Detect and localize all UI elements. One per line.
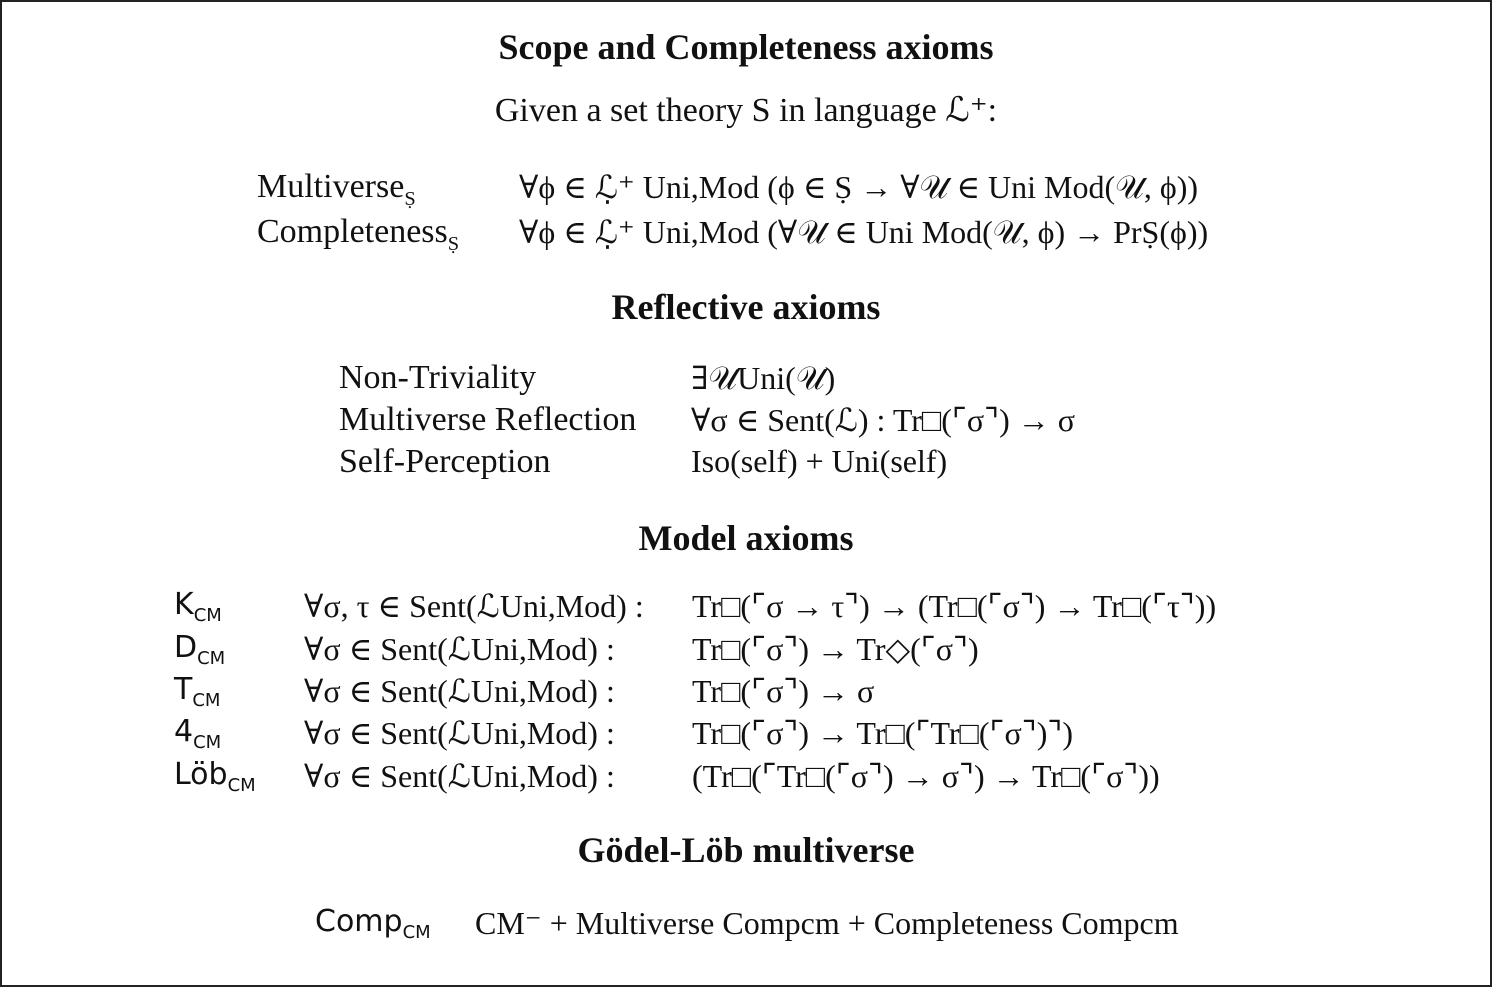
axiom-formula: Tr□(⌜σ → τ⌝) → (Tr□(⌜σ⌝) → Tr□(⌜τ⌝)) [692, 588, 1217, 624]
axiom-formula: ∃𝒰Uni(𝒰) [691, 360, 836, 396]
axiom-quantifier: ∀σ ∈ Sent(ℒUni,Mod) : [304, 673, 615, 709]
axiom-label: $T_{CM}$ [174, 672, 221, 711]
axiom-label: $4_{CM}$ [174, 714, 222, 753]
axiom-formula: CM⁻ + Multiverse Compcm + Completeness Compcm [475, 905, 1179, 941]
axiom-quantifier: ∀σ ∈ Sent(ℒUni,Mod) : [304, 715, 615, 751]
axiom-formula: Tr□(⌜σ⌝) → Tr◇(⌜σ⌝) [692, 631, 979, 667]
axiom-label: Non-Triviality [339, 359, 537, 396]
axiom-label: Multiverse$_Ṣ$ [257, 168, 416, 210]
axiom-quantifier: ∀σ ∈ Sent(ℒUni,Mod) : [304, 758, 615, 794]
axiom-label: Completeness$_Ṣ$ [257, 213, 460, 255]
axiom-quantifier: ∀σ, τ ∈ Sent(ℒUni,Mod) : [304, 588, 644, 624]
axiom-label: $D_{CM}$ [174, 630, 226, 669]
axiom-label: $K_{CM}$ [174, 587, 222, 626]
godel-lob-heading: Gödel-Löb multiverse [577, 830, 915, 870]
axiom-formula: Tr□(⌜σ⌝) → σ [692, 673, 875, 709]
scope-heading: Scope and Completeness axioms [498, 27, 994, 67]
axiom-formula: Iso(self) + Uni(self) [691, 443, 948, 479]
axiom-label: Multiverse Reflection [339, 401, 637, 438]
axiom-formula: ∀σ ∈ Sent(ℒ) : Tr□(⌜σ⌝) → σ [691, 402, 1076, 438]
reflective-heading: Reflective axioms [611, 287, 881, 327]
axiom-formula: Tr□(⌜σ⌝) → Tr□(⌜Tr□(⌜σ⌝)⌝) [692, 715, 1074, 751]
axiom-formula: (Tr□(⌜Tr□(⌜σ⌝) → σ⌝) → Tr□(⌜σ⌝)) [692, 758, 1160, 794]
scope-intro: Given a set theory S in language ℒ⁺: [494, 92, 998, 129]
axiom-formula: ∀ϕ ∈ ℒ̣⁺ Uni,Mod (ϕ ∈ Ṣ → ∀𝒰 ∈ Uni Mod(𝒰, ϕ)) [519, 169, 1199, 205]
axiom-label: Löb$_{CM}$ [174, 757, 256, 796]
axiom-formula: ∀ϕ ∈ ℒ̣⁺ Uni,Mod (∀𝒰 ∈ Uni Mod(𝒰, ϕ) → PrṢ(ϕ)) [519, 214, 1209, 250]
model-heading: Model axioms [638, 518, 854, 558]
axiom-label: Comp$_{CM}$ [315, 904, 431, 943]
axiom-quantifier: ∀σ ∈ Sent(ℒUni,Mod) : [304, 631, 615, 667]
axiom-label: Self-Perception [339, 443, 551, 480]
